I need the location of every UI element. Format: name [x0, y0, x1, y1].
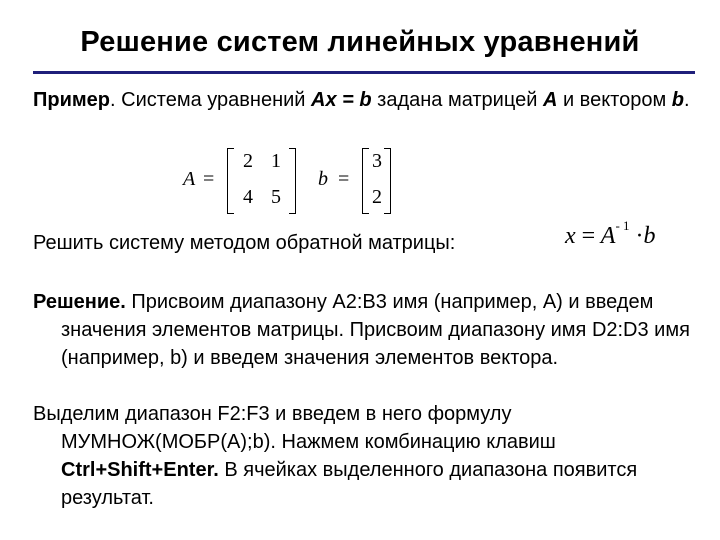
select-paragraph: [33, 400, 713, 512]
vector-b-left-bracket: [362, 148, 369, 214]
task-paragraph: Решить систему методом обратной матрицы:: [33, 232, 456, 254]
matrix-a-equals: =: [203, 168, 215, 190]
matrix-a-cell: 5: [271, 186, 281, 208]
example-text-1: . Система уравнений: [110, 89, 312, 111]
formula-x: x: [565, 223, 576, 249]
formula-a: A: [600, 223, 616, 249]
inverse-matrix-formula: [565, 218, 656, 250]
formula-exponent: - 1: [615, 218, 630, 233]
example-label: Пример: [33, 89, 111, 111]
solution-paragraph: [33, 288, 713, 372]
example-paragraph: [33, 86, 713, 114]
vector-b-symbol: b: [318, 168, 328, 190]
shortcut-keys: Ctrl+Shift+Enter.: [61, 459, 219, 481]
matrix-a-left-bracket: [227, 148, 234, 214]
matrix-a-symbol: A: [183, 168, 196, 190]
vector-name-inline: b: [671, 89, 685, 111]
vector-b-cell: 2: [372, 186, 382, 208]
formula-b: b: [643, 223, 656, 249]
title-underline: [33, 71, 695, 74]
matrix-a-cell: 2: [243, 150, 253, 172]
vector-b-cell: 3: [372, 150, 382, 172]
select-text-2: В ячейках выделенного диапазона появится результат.: [61, 459, 638, 509]
vector-b-right-bracket: [384, 148, 391, 214]
solution-label: Решение.: [33, 291, 126, 313]
example-text-3: и вектором: [557, 89, 672, 111]
example-text-2: задана матрицей: [371, 89, 543, 111]
matrix-a-cell: 1: [271, 150, 281, 172]
equation-inline: Ax = b: [311, 89, 372, 111]
formula-equals: =: [581, 223, 596, 249]
vector-b-equals: =: [338, 168, 350, 190]
slide-title: Решение систем линейных уравнений: [80, 26, 640, 58]
matrix-a-cell: 4: [243, 186, 253, 208]
formula-dot: ·: [635, 223, 644, 249]
solution-text: Присвоим диапазону A2:B3 имя (например, A) и введем значения элементов матрицы. Присвоим диапазону имя D2:D3 имя (например, b) и введем значения элементов вектора.: [61, 291, 690, 369]
matrix-a-right-bracket: [289, 148, 296, 214]
example-text-4: .: [684, 89, 690, 111]
matrix-name-inline: A: [542, 89, 558, 111]
select-text-1: Выделим диапазон F2:F3 и введем в него формулу МУМНОЖ(МОБР(A);b). Нажмем комбинацию клавиш: [33, 403, 556, 453]
